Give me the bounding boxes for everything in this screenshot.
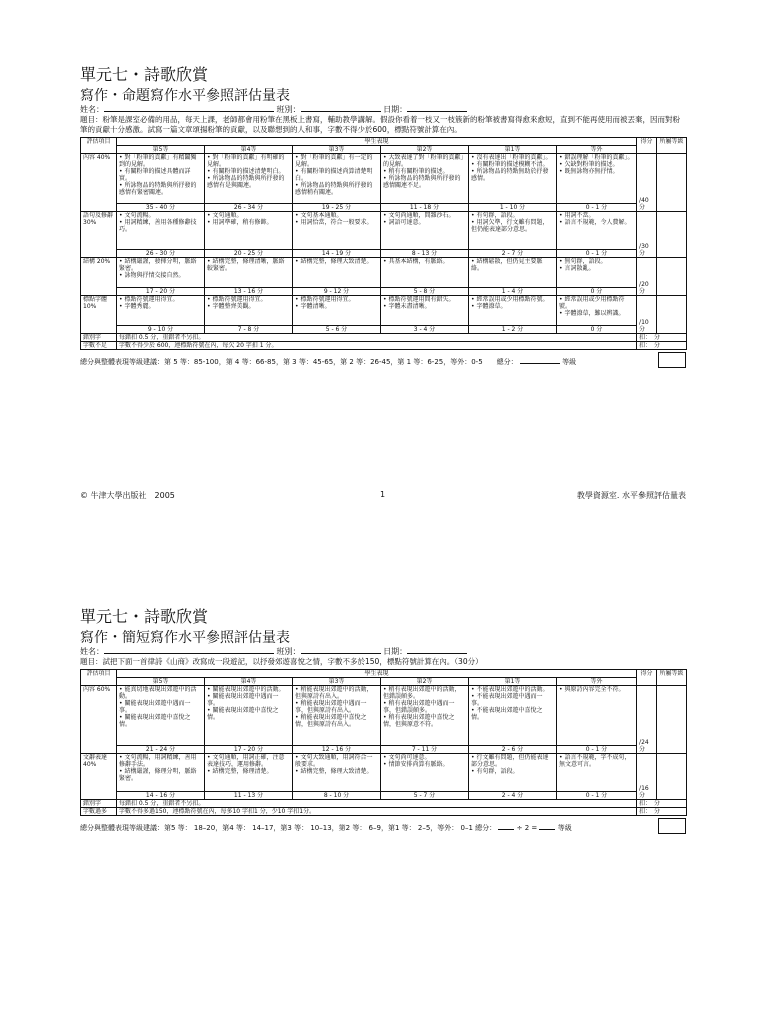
descriptor: • 用詞欠準，行文雖有問題，但仍能表達部分意思。 xyxy=(471,219,554,233)
descriptor: • 用詞恰當，符合一般要求。 xyxy=(295,219,378,226)
descriptor: • 有關粉筆的描述具體而詳實。 xyxy=(119,168,202,182)
prompt: 題目：試把下面一首律詩《山商》改寫成一段遊記，以抒發郊遊喜悅之情，字數不多於150，標點符號計算在內。（30分） xyxy=(80,657,483,666)
level-header: 第1等 xyxy=(469,146,557,154)
score-range: 2 - 4 分 xyxy=(469,792,557,800)
summary-text: 總分與整體表現等級建議：第 5 等：85-100，第 4 等：66-85，第 3 等：45-65，第 2 等：26-45，第 1 等：6-25，等外：0-5 總分： xyxy=(80,358,518,366)
criteria-header: 評估項目 xyxy=(81,138,117,154)
descriptor: • 結構嚴謹，條理分明，脈絡緊密。 xyxy=(119,768,202,782)
score-range: 5 - 7 分 xyxy=(381,792,469,800)
descriptor-cell xyxy=(205,686,293,746)
deduction-row xyxy=(81,800,687,808)
descriptor: • 具基本結構，有脈絡。 xyxy=(383,258,466,265)
score-range: 5 - 6 分 xyxy=(293,326,381,334)
score-range: 0 分 xyxy=(557,288,637,296)
descriptor-cell xyxy=(293,154,381,204)
descriptor: • 有句群，語段。 xyxy=(471,768,554,775)
descriptor-cell xyxy=(117,686,205,746)
level-header: 等外 xyxy=(557,678,637,686)
descriptor: • 用詞準確，稍有修飾。 xyxy=(207,219,290,226)
date-field[interactable] xyxy=(407,646,467,654)
score-range: 20 - 25 分 xyxy=(205,250,293,258)
score-range-row xyxy=(81,204,687,212)
descriptor-cell xyxy=(117,154,205,204)
descriptor: • 稍能表現出郊遊中遇而一事，但與原詩有出入。 xyxy=(295,700,378,714)
descriptor-cell xyxy=(293,258,381,288)
score-range-row xyxy=(81,326,687,334)
descriptor: • 言詞散亂。 xyxy=(559,265,634,272)
descriptor: • 稍有有關粉筆的描述。 xyxy=(383,168,466,175)
descriptor: • 所詠物品的特點與所抒發的感情有緊密關連。 xyxy=(119,182,202,196)
class-field[interactable] xyxy=(301,104,381,112)
criterion-row xyxy=(81,258,687,288)
descriptor: • 對「粉筆的貢獻」有精闢獨到的見解。 xyxy=(119,154,202,168)
deduction-score[interactable]: 扣： 分 xyxy=(637,342,687,350)
criterion-row xyxy=(81,754,687,792)
descriptor: • 經常誤用或少用標點符號。 xyxy=(471,296,554,303)
grade-header: 所屬等級 xyxy=(657,138,687,154)
descriptor: • 無句群，語段。 xyxy=(559,258,634,265)
score-range: 35 - 40 分 xyxy=(117,204,205,212)
criterion-row xyxy=(81,296,687,326)
score-range: 11 - 13 分 xyxy=(205,792,293,800)
descriptor: • 行文雖有問題，但仍能表達部分意思。 xyxy=(471,754,554,768)
name-field[interactable] xyxy=(104,646,274,654)
descriptor-cell xyxy=(205,754,293,792)
descriptor: • 稍能表現出郊遊中喜悅之情，但與原詩有出入。 xyxy=(295,714,378,728)
rubric-title: 寫作・簡短寫作水平參照評估量表 xyxy=(80,630,290,646)
score-range: 12 - 16 分 xyxy=(293,746,381,754)
level-header: 第4等 xyxy=(205,678,293,686)
grade-label: 等級 xyxy=(557,824,572,832)
date-label: 日期： xyxy=(383,647,408,656)
score-range: 26 - 34 分 xyxy=(205,204,293,212)
descriptor-cell xyxy=(469,212,557,250)
result-blank[interactable] xyxy=(539,822,555,830)
rubric-title: 寫作・命題寫作水平參照評估量表 xyxy=(80,88,290,104)
descriptor-cell xyxy=(381,154,469,204)
descriptor: • 結構鬆散，但仍見主要脈絡。 xyxy=(471,258,554,272)
criterion-row xyxy=(81,212,687,250)
divide-label: ÷ 2 = xyxy=(516,824,538,832)
descriptor: • 能真切地表現出郊遊中的活動。 xyxy=(119,686,202,700)
score-cell[interactable]: /16分 xyxy=(637,754,657,800)
descriptor: • 關能表現出郊遊中喜悅之情。 xyxy=(207,707,290,721)
score-range: 14 - 16 分 xyxy=(117,792,205,800)
summary-line xyxy=(80,822,686,833)
descriptor-cell xyxy=(557,212,637,250)
deduction-score[interactable]: 扣： 分 xyxy=(637,800,687,808)
score-range: 1 - 4 分 xyxy=(469,288,557,296)
score-cell[interactable]: /20分 xyxy=(637,258,657,296)
score-range: 14 - 19 分 xyxy=(293,250,381,258)
deduction-name: 字數過多 xyxy=(81,808,117,816)
score-range: 9 - 12 分 xyxy=(293,288,381,296)
descriptor-cell xyxy=(381,258,469,288)
descriptor-cell xyxy=(469,258,557,288)
score-range: 11 - 18 分 xyxy=(381,204,469,212)
deduction-score[interactable]: 扣： 分 xyxy=(637,334,687,342)
descriptor: • 不能表現出郊遊中遇而一事。 xyxy=(471,693,554,707)
score-range: 3 - 4 分 xyxy=(381,326,469,334)
descriptor: • 字體清晰。 xyxy=(295,303,378,310)
name-label: 姓名： xyxy=(80,105,104,114)
score-range: 2 - 6 分 xyxy=(469,746,557,754)
descriptor-cell xyxy=(557,296,637,326)
descriptor: • 詠物與抒情交接自然。 xyxy=(119,272,202,279)
descriptor-cell xyxy=(469,686,557,746)
score-cell[interactable]: /24分 xyxy=(637,686,657,754)
criterion-name: 語句及修辭 30% xyxy=(81,212,117,258)
score-range: 0 - 1 分 xyxy=(557,204,637,212)
deduction-name: 錯別字 xyxy=(81,334,117,342)
descriptor: • 有關粉筆的描述尚算清楚明白。 xyxy=(295,168,378,182)
descriptor: • 標點符號運用得宜。 xyxy=(295,296,378,303)
name-field[interactable] xyxy=(104,104,274,112)
descriptor-cell xyxy=(381,754,469,792)
descriptor-cell xyxy=(557,258,637,288)
descriptor: • 所詠物品的特點與所抒發的感情稍有關連。 xyxy=(295,182,378,196)
descriptor: • 文句基本通順。 xyxy=(295,212,378,219)
score-cell[interactable]: /10分 xyxy=(637,296,657,334)
total-blank[interactable] xyxy=(498,822,514,830)
level-header: 第5等 xyxy=(117,146,205,154)
score-range: 1 - 2 分 xyxy=(469,326,557,334)
score-range: 0 分 xyxy=(557,326,637,334)
level-header: 第2等 xyxy=(381,678,469,686)
deduction-rule: 字數不得多過150，連標點符號在內，每多10 字扣1 分，少10 字扣1分。 xyxy=(117,808,637,816)
descriptor-cell xyxy=(469,754,557,792)
criterion-name: 內容 40% xyxy=(81,154,117,212)
score-range: 13 - 16 分 xyxy=(205,288,293,296)
grade-label: 等級 xyxy=(562,358,577,366)
descriptor-cell xyxy=(469,296,557,326)
descriptor: • 與原詩內容完全不符。 xyxy=(559,686,634,693)
descriptor-cell xyxy=(117,754,205,792)
descriptor-cell xyxy=(117,212,205,250)
descriptor: • 有句群，語段。 xyxy=(471,212,554,219)
rubric-table xyxy=(80,669,687,816)
descriptor-cell xyxy=(293,686,381,746)
descriptor: • 字體秀麗。 xyxy=(119,303,202,310)
criteria-header: 評估項目 xyxy=(81,670,117,686)
criterion-name: 內容 60% xyxy=(81,686,117,754)
descriptor: • 文句流暢。 xyxy=(119,212,202,219)
copyright: © 牛津大學出版社 2005 xyxy=(80,491,175,500)
level-header: 第3等 xyxy=(293,678,381,686)
descriptor: • 所詠物品的特點與所抒發的感情關連不足。 xyxy=(383,175,466,189)
score-cell[interactable]: /30分 xyxy=(637,212,657,258)
deduction-rule: 每錯扣 0.5 分，重錯者不另扣。 xyxy=(117,334,637,342)
descriptor: • 所詠物品的特點無助於抒發感情。 xyxy=(471,168,554,182)
date-field[interactable] xyxy=(407,104,467,112)
descriptor: • 不能表現出郊遊中的活動。 xyxy=(471,686,554,693)
footer-title: 教學資源室. 水平參照評估量表 xyxy=(576,491,686,500)
descriptor: • 用詞不當。 xyxy=(559,212,634,219)
descriptor: • 字體未盡清晰。 xyxy=(383,303,466,310)
descriptor: • 對「粉筆的貢獻」有一定的見解。 xyxy=(295,154,378,168)
class-label: 班別： xyxy=(276,105,301,114)
descriptor-cell xyxy=(557,154,637,204)
descriptor: • 有關粉筆的描述模糊不清。 xyxy=(471,161,554,168)
score-range: 0 - 1 分 xyxy=(557,250,637,258)
criterion-name: 標點字體 10% xyxy=(81,296,117,334)
descriptor: • 結構完整，條理清楚。 xyxy=(207,768,290,775)
class-field[interactable] xyxy=(301,646,381,654)
descriptor: • 沒有表達出「粉筆的貢獻」。 xyxy=(471,154,554,161)
score-range: 21 - 24 分 xyxy=(117,746,205,754)
descriptor: • 關能表現出郊遊中的活動。 xyxy=(207,686,290,693)
score-range: 7 - 11 分 xyxy=(381,746,469,754)
descriptor: • 對「粉筆的貢獻」有明確的見解。 xyxy=(207,154,290,168)
descriptor-cell xyxy=(381,686,469,746)
descriptor: • 語言不規範，字不成句，無文意可言。 xyxy=(559,754,634,768)
level-header: 第3等 xyxy=(293,146,381,154)
descriptor-cell xyxy=(381,212,469,250)
level-header: 等外 xyxy=(557,146,637,154)
grade-cell[interactable] xyxy=(657,212,687,258)
score-range: 2 - 7 分 xyxy=(469,250,557,258)
deduction-rule: 字數不得少於 600，連標點符號在內，每欠 20 字扣 1 分。 xyxy=(117,342,637,350)
score-header: 得分 xyxy=(637,138,657,154)
descriptor-cell xyxy=(117,258,205,288)
descriptor-cell xyxy=(205,296,293,326)
descriptor: • 關能表現出郊遊中遇而一事。 xyxy=(119,700,202,714)
rubric-2 xyxy=(80,608,686,833)
criterion-name: 文辭表達 40% xyxy=(81,754,117,800)
score-range: 1 - 10 分 xyxy=(469,204,557,212)
grade-cell[interactable] xyxy=(657,258,687,296)
deduction-name: 錯別字 xyxy=(81,800,117,808)
descriptor-cell xyxy=(117,296,205,326)
rubric-table xyxy=(80,137,687,350)
descriptor: • 欠缺對粉筆的描述。 xyxy=(559,161,634,168)
score-range: 17 - 20 分 xyxy=(205,746,293,754)
deduction-score[interactable]: 扣： 分 xyxy=(637,808,687,816)
score-range: 0 - 1 分 xyxy=(557,792,637,800)
grade-cell[interactable] xyxy=(657,754,687,800)
descriptor: • 結構完整，條理大致清楚。 xyxy=(295,768,378,775)
descriptor-cell xyxy=(293,754,381,792)
deduction-row xyxy=(81,808,687,816)
descriptor: • 結構完整，條理清晰，脈絡較緊密。 xyxy=(207,258,290,272)
rubric-1 xyxy=(80,66,686,367)
deduction-rule: 每錯扣 0.5 分，重錯者不另扣。 xyxy=(117,800,637,808)
grade-cell[interactable] xyxy=(657,686,687,754)
descriptor: • 文句流暢，用詞精練，善用修辭手法。 xyxy=(119,754,202,768)
deduction-row xyxy=(81,342,687,350)
score-range: 7 - 8 分 xyxy=(205,326,293,334)
descriptor: • 文句通順。 xyxy=(207,212,290,219)
descriptor: • 標點符號運用得宜。 xyxy=(207,296,290,303)
score-range-row xyxy=(81,792,687,800)
descriptor: • 標點符號運用間有錯失。 xyxy=(383,296,466,303)
grade-box[interactable] xyxy=(658,352,686,368)
score-range: 0 - 1 分 xyxy=(557,746,637,754)
descriptor: • 文句通順，用詞正確，注意表達技巧，運用修辭。 xyxy=(207,754,290,768)
score-range-row xyxy=(81,250,687,258)
score-range: 8 - 13 分 xyxy=(381,250,469,258)
score-range: 26 - 30 分 xyxy=(117,250,205,258)
descriptor: • 稍有表現出郊遊中遇而一事，但錯誤頗多。 xyxy=(383,700,466,714)
descriptor: • 字體整齊美觀。 xyxy=(207,303,290,310)
criterion-row xyxy=(81,686,687,746)
deduction-row xyxy=(81,334,687,342)
unit-title: 單元七・詩歌欣賞 xyxy=(80,607,209,626)
descriptor-cell xyxy=(205,258,293,288)
date-label: 日期： xyxy=(383,105,408,114)
descriptor: • 稍有表現出郊遊中喜悅之情，但與原意不符。 xyxy=(383,714,466,728)
descriptor: • 文句大致通順，用詞符合一般要求。 xyxy=(295,754,378,768)
descriptor: • 情節安排尚算有脈絡。 xyxy=(383,761,466,768)
descriptor-cell xyxy=(469,154,557,204)
descriptor: • 語言不規範，令人費解。 xyxy=(559,219,634,226)
descriptor-cell xyxy=(293,296,381,326)
descriptor: • 結構嚴謹，發揮分明，脈絡緊密。 xyxy=(119,258,202,272)
level-header: 第2等 xyxy=(381,146,469,154)
descriptor: • 有關粉筆的描述清楚明白。 xyxy=(207,168,290,175)
class-label: 班別： xyxy=(276,647,301,656)
descriptor-cell xyxy=(293,212,381,250)
score-cell[interactable]: /40分 xyxy=(637,154,657,212)
descriptor: • 文句尚可達意。 xyxy=(383,754,466,761)
score-range: 19 - 25 分 xyxy=(293,204,381,212)
descriptor: • 大致表達了對「粉筆的貢獻」的見解。 xyxy=(383,154,466,168)
criterion-row xyxy=(81,154,687,204)
descriptor: • 所詠物品的特點與所抒發的感情有是與關連。 xyxy=(207,175,290,189)
performance-header: 學生表現 xyxy=(117,138,637,146)
descriptor-cell xyxy=(557,686,637,746)
descriptor: • 既無詠物亦無抒情。 xyxy=(559,168,634,175)
criterion-name: 結構 20% xyxy=(81,258,117,296)
grade-header: 所屬等級 xyxy=(657,670,687,686)
descriptor: • 字體潦草，難以辨識。 xyxy=(559,310,634,317)
grade-cell[interactable] xyxy=(657,296,687,334)
descriptor: • 稍能表現出郊遊中的活動，但與原詩有出入。 xyxy=(295,686,378,700)
grade-cell[interactable] xyxy=(657,154,687,212)
prompt: 題目：粉筆是課室必備的用品，每天上課，老師都會用粉筆在黑板上書寫，輔助教學講解。假設你看着一枝又一枝簇新的粉筆被書寫得愈來愈短，直到不能再使用而被丟棄，因而對粉筆的貢獻十分感激。試寫一篇文章頌揚粉筆的貢獻，以及聯想到的人和事，字數不得少於600，標點符號計算在內。 xyxy=(80,115,680,134)
descriptor-cell xyxy=(557,754,637,792)
descriptor: • 標點符號運用得宜。 xyxy=(119,296,202,303)
deduction-name: 字數不足 xyxy=(81,342,117,350)
level-header: 第5等 xyxy=(117,678,205,686)
descriptor: • 結構完整，條理大致清楚。 xyxy=(295,258,378,265)
summary-line xyxy=(80,356,686,367)
score-range-row xyxy=(81,746,687,754)
info-line xyxy=(80,646,686,657)
level-header: 第1等 xyxy=(469,678,557,686)
score-range-row xyxy=(81,288,687,296)
descriptor: • 字體潦草。 xyxy=(471,303,554,310)
unit-title: 單元七・詩歌欣賞 xyxy=(80,65,209,84)
name-label: 姓名： xyxy=(80,647,104,656)
score-range: 9 - 10 分 xyxy=(117,326,205,334)
score-range: 8 - 10 分 xyxy=(293,792,381,800)
descriptor: • 關能表現出郊遊中遇而一事。 xyxy=(207,693,290,707)
descriptor: • 不能表現出郊遊中喜悅之情。 xyxy=(471,707,554,721)
total-blank[interactable] xyxy=(520,356,560,364)
descriptor-cell xyxy=(381,296,469,326)
score-range: 17 - 20 分 xyxy=(117,288,205,296)
info-line xyxy=(80,104,686,115)
summary-text: 總分與整體表現等級建議：第5 等： 18–20，第4 等： 14–17，第3 等： 10–13，第2 等： 6–9，第1 等： 2–5，等外： 0–1 總分： xyxy=(80,824,497,832)
score-range: 5 - 8 分 xyxy=(381,288,469,296)
descriptor: • 文句尚通順，間雜沙石。 xyxy=(383,212,466,219)
descriptor-cell xyxy=(205,154,293,204)
descriptor: • 用詞精練，善用各種修辭技巧。 xyxy=(119,219,202,233)
level-header: 第4等 xyxy=(205,146,293,154)
descriptor: • 經常誤用或少用標點符號。 xyxy=(559,296,634,310)
descriptor: • 錯誤理解「粉筆的貢獻」。 xyxy=(559,154,634,161)
performance-header: 學生表現 xyxy=(117,670,637,678)
page-number: 1 xyxy=(380,490,386,499)
descriptor-cell xyxy=(205,212,293,250)
descriptor: • 關能表現出郊遊中喜悅之情。 xyxy=(119,714,202,728)
descriptor: • 稍有表現出郊遊中的活動，但錯誤頗多。 xyxy=(383,686,466,700)
score-header: 得分 xyxy=(637,670,657,686)
descriptor: • 詞語可達意。 xyxy=(383,219,466,226)
grade-box[interactable] xyxy=(658,818,686,834)
